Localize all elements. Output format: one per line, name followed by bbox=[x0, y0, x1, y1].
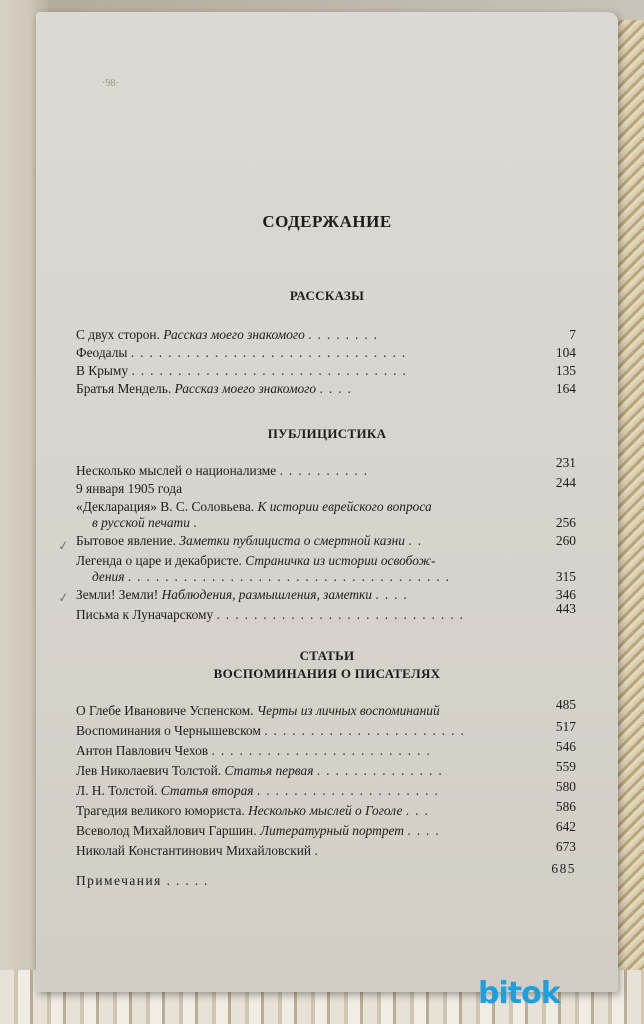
entry-page: 135 bbox=[555, 363, 576, 378]
entry-title: Антон Павлович Чехов bbox=[76, 743, 209, 758]
entry-subtitle: Рассказ моего знакомого bbox=[163, 327, 305, 342]
toc-entry-notes[interactable] bbox=[76, 861, 576, 889]
entry-page: 517 bbox=[555, 719, 576, 734]
section-title-articles: СТАТЬИ bbox=[299, 648, 355, 663]
entry-title: 9 января 1905 года bbox=[76, 481, 183, 496]
toc-entry-continued[interactable] bbox=[76, 568, 576, 585]
entry-title: Бытовое явление. bbox=[76, 533, 176, 548]
section-title-publicism: ПУБЛИЦИСТИКА bbox=[267, 426, 387, 441]
entry-title: Николай Константинович Михайловский bbox=[76, 843, 312, 858]
leader-dots: ........................ bbox=[211, 743, 436, 758]
entry-title: Братья Мендель. bbox=[76, 381, 172, 396]
toc-entry[interactable] bbox=[76, 697, 576, 719]
toc-entry[interactable] bbox=[76, 552, 576, 569]
leader-dots: ................................... bbox=[127, 569, 455, 584]
leader-dots: ........................... bbox=[216, 607, 469, 622]
leader-dots: .... bbox=[319, 381, 357, 396]
toc-entry[interactable] bbox=[76, 819, 576, 839]
toc-entry-continued[interactable] bbox=[76, 514, 576, 531]
entry-subtitle: Рассказ моего знакомого bbox=[174, 381, 317, 396]
entry-title: Феодалы bbox=[76, 345, 128, 360]
toc-entry[interactable] bbox=[76, 475, 576, 497]
entry-page: 559 bbox=[555, 759, 576, 774]
leader-dots: .............. bbox=[316, 763, 448, 778]
leader-dots: . bbox=[193, 515, 203, 530]
toc-entry[interactable] bbox=[76, 498, 576, 515]
entry-page: 685 bbox=[551, 861, 576, 876]
entry-page: 443 bbox=[555, 601, 576, 616]
leader-dots: .... bbox=[375, 587, 413, 602]
entry-title: Примечания bbox=[76, 873, 162, 888]
leader-dots: ...................... bbox=[264, 723, 470, 738]
toc-entry[interactable] bbox=[76, 380, 576, 397]
entry-page: 256 bbox=[555, 515, 576, 530]
entry-title: В Крыму bbox=[76, 363, 129, 378]
entry-subtitle: Наблюдения, размышления, заметки bbox=[161, 587, 373, 602]
entry-page: 104 bbox=[555, 345, 576, 360]
entry-page: 7 bbox=[569, 327, 576, 342]
entry-subtitle: Заметки публициста о смертной казни bbox=[179, 533, 405, 548]
leader-dots: .................... bbox=[256, 783, 444, 798]
entry-page: 586 bbox=[555, 799, 576, 814]
entry-page: 642 bbox=[555, 819, 576, 834]
leader-dots: ..... bbox=[166, 873, 214, 888]
entry-subtitle: Черты из личных воспоминаний bbox=[256, 703, 440, 718]
entry-subtitle: К истории еврейского вопроса bbox=[257, 499, 432, 514]
entry-page: 546 bbox=[555, 739, 576, 754]
toc-entry[interactable] bbox=[76, 532, 576, 549]
toc-entry[interactable] bbox=[76, 362, 576, 379]
entry-page: 231 bbox=[555, 455, 576, 470]
toc-entry[interactable] bbox=[76, 759, 576, 779]
entry-subtitle: Статья первая bbox=[224, 763, 314, 778]
toc-entry[interactable] bbox=[76, 586, 576, 603]
leader-dots: .. bbox=[408, 533, 428, 548]
leader-dots: .......... bbox=[279, 463, 374, 478]
entry-page: 673 bbox=[555, 839, 576, 854]
leader-dots: .............................. bbox=[131, 363, 412, 378]
leader-dots: . bbox=[314, 843, 324, 858]
entry-subtitle: Страничка из истории освобож- bbox=[245, 553, 436, 568]
contents-title: СОДЕРЖАНИЕ bbox=[262, 212, 392, 231]
entry-title: Всеволод Михайлович Гаршин. bbox=[76, 823, 257, 838]
toc-entry[interactable] bbox=[76, 719, 576, 739]
entry-page: 346 bbox=[555, 587, 576, 602]
entry-title: Трагедия великого юмориста. bbox=[76, 803, 245, 818]
toc-entry[interactable] bbox=[76, 779, 576, 799]
entry-title: Земли! Земли! bbox=[76, 587, 159, 602]
entry-title: С двух сторон. bbox=[76, 327, 160, 342]
entry-subtitle: Несколько мыслей о Гоголе bbox=[248, 803, 403, 818]
section-subtitle-articles: ВОСПОМИНАНИЯ О ПИСАТЕЛЯХ bbox=[213, 666, 441, 681]
leader-dots: ... bbox=[405, 803, 434, 818]
entry-title: Л. Н. Толстой. bbox=[76, 783, 158, 798]
entry-subtitle-line2: в русской печати bbox=[92, 515, 190, 530]
entry-title: О Глебе Ивановиче Успенском. bbox=[76, 703, 254, 718]
entry-title: Несколько мыслей о национализме bbox=[76, 463, 277, 478]
toc-entry[interactable] bbox=[76, 326, 576, 343]
toc-entry[interactable] bbox=[76, 839, 576, 859]
entry-title: «Декларация» В. С. Соловьева. bbox=[76, 499, 255, 514]
entry-subtitle: Литературный портрет bbox=[259, 823, 404, 838]
toc-entry[interactable] bbox=[76, 455, 576, 479]
toc-entry[interactable] bbox=[76, 799, 576, 819]
toc-entry[interactable] bbox=[76, 739, 576, 759]
table-of-contents bbox=[36, 12, 618, 992]
entry-page: 485 bbox=[555, 697, 576, 712]
entry-page: 315 bbox=[555, 569, 576, 584]
book-page bbox=[36, 12, 618, 992]
entry-subtitle-line2: дения bbox=[92, 569, 125, 584]
entry-subtitle: Статья вторая bbox=[160, 783, 254, 798]
book-cover-right-edge bbox=[614, 20, 644, 980]
entry-page: 244 bbox=[555, 475, 576, 490]
entry-page: 164 bbox=[555, 381, 576, 396]
page-marker: ·98· bbox=[102, 78, 119, 89]
section-title-stories: РАССКАЗЫ bbox=[289, 288, 365, 303]
entry-title: Легенда о царе и декабристе. bbox=[76, 553, 242, 568]
watermark-logo bbox=[478, 976, 628, 1018]
entry-title: Лев Николаевич Толстой. bbox=[76, 763, 222, 778]
watermark-text: bitok bbox=[478, 976, 560, 1011]
entry-page: 580 bbox=[555, 779, 576, 794]
entry-title: Воспоминания о Чернышевском bbox=[76, 723, 261, 738]
toc-entry[interactable] bbox=[76, 344, 576, 361]
entry-title: Письма к Луначарскому bbox=[76, 607, 214, 622]
leader-dots: ........ bbox=[308, 327, 383, 342]
entry-page: 260 bbox=[555, 533, 576, 548]
toc-entry[interactable] bbox=[76, 601, 576, 623]
leader-dots: .... bbox=[407, 823, 445, 838]
pencil-checkmark-icon: ✓ bbox=[56, 537, 70, 554]
leader-dots: .............................. bbox=[130, 345, 412, 360]
pencil-checkmark-icon: ✓ bbox=[56, 589, 70, 606]
